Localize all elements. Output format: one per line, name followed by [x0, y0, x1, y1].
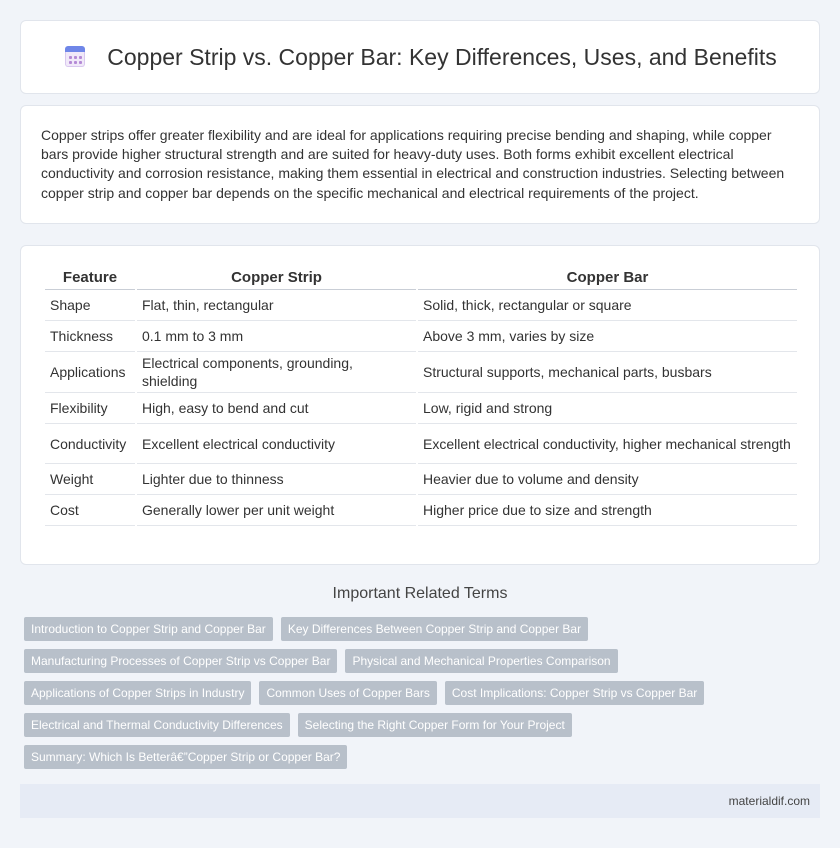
table-cell: High, easy to bend and cut	[137, 393, 416, 424]
table-cell: Solid, thick, rectangular or square	[418, 290, 797, 321]
table-cell: Shape	[45, 290, 135, 321]
column-header-copper-strip: Copper Strip	[137, 267, 416, 290]
table-cell: Electrical components, grounding, shielding	[137, 352, 416, 393]
related-term-chip[interactable]: Physical and Mechanical Properties Comparison	[345, 649, 617, 673]
footer-site-link[interactable]: materialdif.com	[728, 794, 810, 808]
comparison-table	[43, 267, 799, 526]
table-cell: Conductivity	[45, 424, 135, 464]
table-cell: Structural supports, mechanical parts, busbars	[418, 352, 797, 393]
table-cell: Generally lower per unit weight	[137, 495, 416, 526]
table-header-row	[45, 267, 797, 290]
intro-text: Copper strips offer greater flexibility and are ideal for applications requiring precise bending and shaping, while copper bars provide higher structural strength and are suited for heavy-duty uses. Both forms exhibit excellent electrical conductivity and corrosion resistance, making them essential in electrical and construction industries. Selecting between copper strip and copper bar depends on the specific mechanical and electrical requirements of the project.	[41, 127, 785, 201]
related-terms-title: Important Related Terms	[332, 585, 508, 602]
table-cell: Lighter due to thinness	[137, 464, 416, 495]
table-cell: Higher price due to size and strength	[418, 495, 797, 526]
related-terms-list	[24, 617, 820, 777]
table-row	[45, 393, 797, 424]
table-cell: Above 3 mm, varies by size	[418, 321, 797, 352]
column-header-feature: Feature	[45, 267, 135, 290]
table-cell: Flexibility	[45, 393, 135, 424]
footer	[20, 784, 820, 818]
table-row	[45, 464, 797, 495]
intro-card	[20, 105, 820, 224]
calendar-icon	[63, 44, 87, 70]
table-cell: Applications	[45, 352, 135, 393]
table-cell: Heavier due to volume and density	[418, 464, 797, 495]
header-card	[20, 20, 820, 94]
table-row	[45, 424, 797, 464]
related-term-chip[interactable]: Applications of Copper Strips in Industry	[24, 681, 251, 705]
page-title: Copper Strip vs. Copper Bar: Key Differences, Uses, and Benefits	[107, 43, 777, 70]
related-term-chip[interactable]: Common Uses of Copper Bars	[259, 681, 436, 705]
table-cell: 0.1 mm to 3 mm	[137, 321, 416, 352]
table-cell: Thickness	[45, 321, 135, 352]
related-term-chip[interactable]: Key Differences Between Copper Strip and Copper Bar	[281, 617, 588, 641]
related-term-chip[interactable]: Electrical and Thermal Conductivity Differences	[24, 713, 290, 737]
table-cell: Excellent electrical conductivity, higher mechanical strength	[418, 424, 797, 464]
table-cell: Excellent electrical conductivity	[137, 424, 416, 464]
related-term-chip[interactable]: Manufacturing Processes of Copper Strip vs Copper Bar	[24, 649, 337, 673]
table-row	[45, 495, 797, 526]
table-row	[45, 321, 797, 352]
related-term-chip[interactable]: Selecting the Right Copper Form for Your Project	[298, 713, 572, 737]
column-header-copper-bar: Copper Bar	[418, 267, 797, 290]
related-term-chip[interactable]: Cost Implications: Copper Strip vs Copper Bar	[445, 681, 704, 705]
related-term-chip[interactable]: Summary: Which Is Betterâ€”Copper Strip or Copper Bar?	[24, 745, 347, 769]
related-term-chip[interactable]: Introduction to Copper Strip and Copper Bar	[24, 617, 273, 641]
table-cell: Flat, thin, rectangular	[137, 290, 416, 321]
table-row	[45, 352, 797, 393]
table-cell: Cost	[45, 495, 135, 526]
comparison-table-card	[20, 245, 820, 565]
table-cell: Low, rigid and strong	[418, 393, 797, 424]
table-row	[45, 290, 797, 321]
table-cell: Weight	[45, 464, 135, 495]
